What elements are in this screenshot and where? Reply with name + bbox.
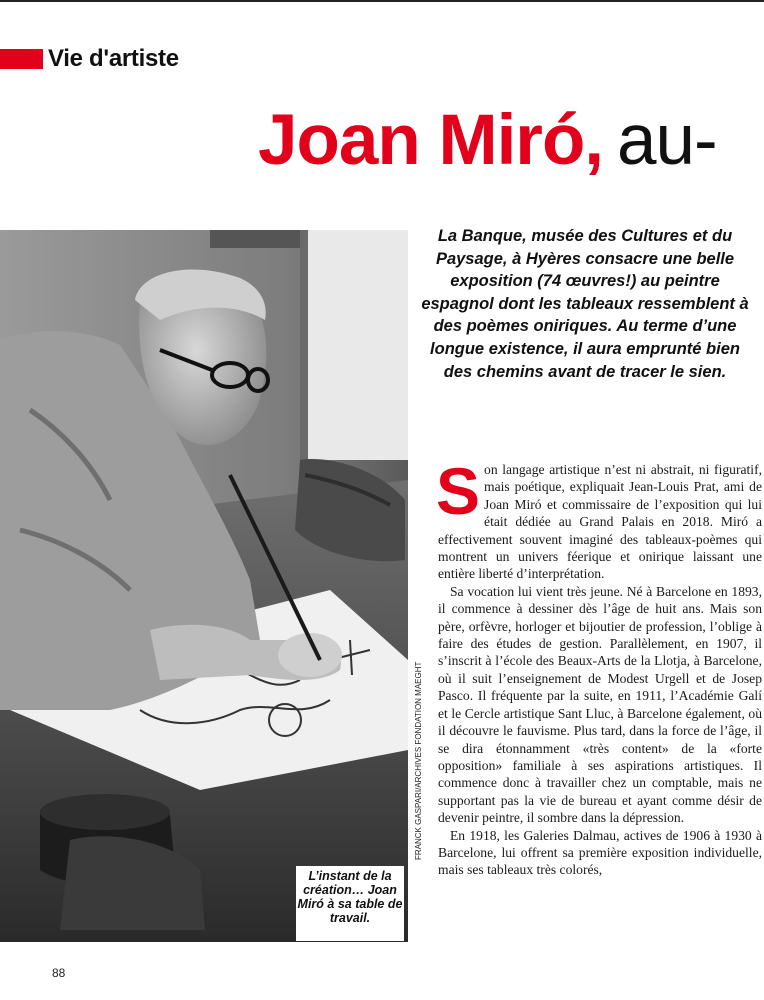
photo-caption: L’instant de la création… Joan Miró à sa table de travail.	[296, 866, 404, 941]
artist-photo	[0, 230, 408, 942]
title-rest: au-	[617, 101, 717, 180]
top-rule	[0, 0, 764, 2]
article-body	[436, 454, 762, 879]
paragraph-text: on langage artistique n’est ni abstrait, ni figuratif, mais poétique, expliquait Jean-Louis Prat, ami de Joan Miró et commissaire de l’exposition qui lui était dédiée au Grand Palais en 2018. Miró a effectivement souvent imaginé des tableaux-poèmes qui montrent un univers féerique et onirique laissant une entière liberté d’interprétation.	[438, 462, 762, 582]
article-lead: La Banque, musée des Cultures et du Paysage, à Hyères consacre une belle exposition (74 œuvres!) au peintre espagnol dont les tableaux ressemblent à des poèmes oniriques. Au terme d’une longue existence, il aura emprunté bien des chemins avant de tracer le sien.	[421, 227, 749, 381]
article-paragraph	[436, 454, 762, 583]
section-label: Vie d'artiste	[48, 45, 179, 72]
page-number: 88	[52, 966, 66, 980]
article-title	[258, 96, 717, 186]
article-paragraph: Sa vocation lui vient très jeune. Né à Barcelone en 1893, il commence à dessiner dès l’âge de huit ans. Mais son père, orfèvre, horloger et bijoutier de profession, l’oblige à faire des études de gestion. Parallèlement, en 1907, il s’inscrit à l’école des Beaux-Arts de la Llotja, à Barcelone, où il suit l’enseignement de Modest Urgell et de Josep Pasco. Il fréquente par la suite, en 1911, l’Académie Galí et le Cercle artistique Sant Lluc, à Barcelone également, où il découvre le fauvisme. Plus tard, dans la force de l’âge, il se dira étonnamment «très content» de la «forte opposition» familiale à ses aspirations artistiques. Il commence donc à travailler chez un comptable, mais ne supportant pas la vie de bureau et ayant comme désir de devenir peintre, il sombre dans la dépression.	[438, 583, 762, 826]
photo-credit: FRANCK GASPARI/ARCHIVES FONDATION MAEGHT	[414, 661, 423, 860]
drop-cap: S	[436, 454, 481, 528]
section-color-bar	[0, 49, 43, 69]
article-paragraph: En 1918, les Galeries Dalmau, actives de 1906 à 1930 à Barcelone, lui offrent sa première exposition individuelle, mais ses tableaux très colorés,	[438, 827, 762, 878]
title-highlight: Joan Miró,	[258, 101, 604, 180]
